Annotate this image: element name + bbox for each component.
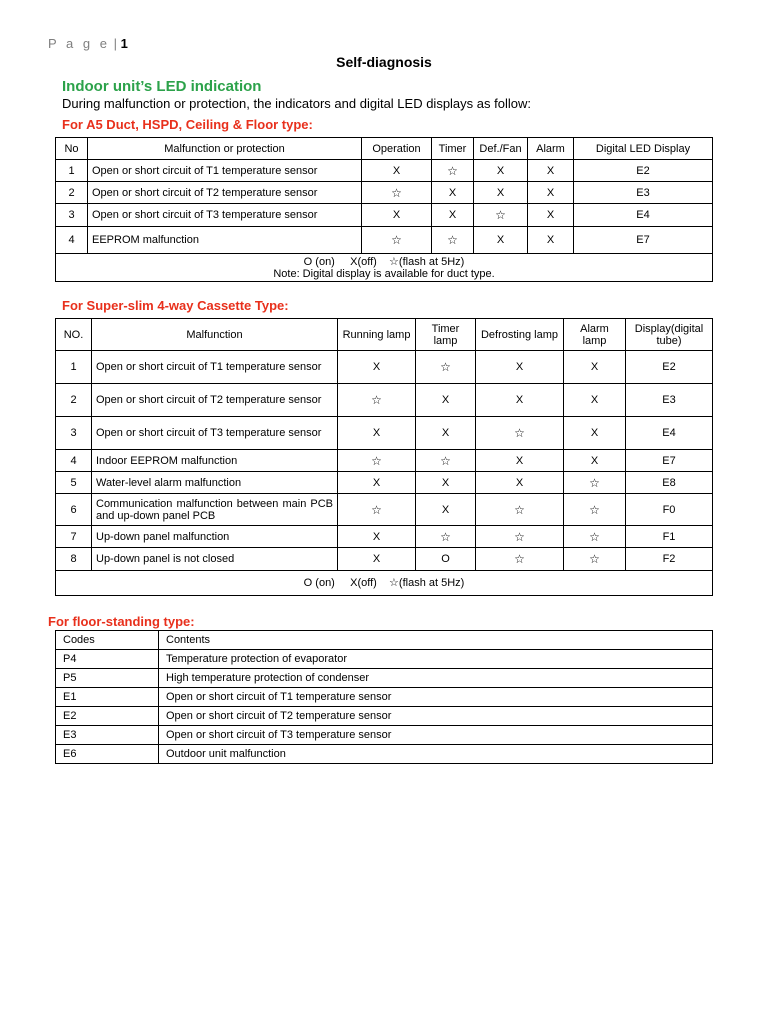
table-cell: X [528, 227, 574, 254]
table-cell: 8 [56, 548, 92, 571]
table-cell: E8 [626, 472, 713, 494]
table-row [56, 650, 713, 669]
table3-subtitle: For floor-standing type: [48, 614, 195, 629]
table-cell: Open or short circuit of T2 temperature sensor [88, 182, 362, 204]
table-cell: E6 [56, 745, 159, 764]
table-cell: ☆ [432, 227, 474, 254]
table-cell: X [564, 351, 626, 384]
column-header: NO. [56, 319, 92, 351]
table-cell: Open or short circuit of T1 temperature sensor [159, 688, 713, 707]
table-cell: X [338, 526, 416, 548]
table-cell: 2 [56, 182, 88, 204]
page-label: P a g e [48, 36, 110, 51]
table-cell: X [338, 548, 416, 571]
table-header-row [56, 319, 713, 351]
table-cell: Water-level alarm malfunction [92, 472, 338, 494]
column-header: Alarm [528, 138, 574, 160]
table-cell: X [564, 450, 626, 472]
table-cell: High temperature protection of condenser [159, 669, 713, 688]
table-cell: X [528, 182, 574, 204]
table-cell: Open or short circuit of T2 temperature sensor [92, 384, 338, 417]
table-row [56, 669, 713, 688]
table-row [56, 472, 713, 494]
table-cell: X [474, 160, 528, 182]
column-header: Contents [159, 631, 713, 650]
table-row [56, 384, 713, 417]
table-cell: X [564, 417, 626, 450]
table-row [56, 688, 713, 707]
column-header: No [56, 138, 88, 160]
page-number [48, 36, 128, 51]
legend-row [56, 571, 713, 596]
table-row [56, 204, 713, 227]
table-cell: F1 [626, 526, 713, 548]
table-cell: X [416, 417, 476, 450]
table-row [56, 494, 713, 526]
table-cell: X [476, 384, 564, 417]
column-header: Alarm lamp [564, 319, 626, 351]
table1-subtitle: For A5 Duct, HSPD, Ceiling & Floor type: [62, 117, 313, 132]
table-cell: E2 [626, 351, 713, 384]
table-cell: ☆ [564, 526, 626, 548]
table-cell: ☆ [416, 450, 476, 472]
table-cell: E1 [56, 688, 159, 707]
table2-subtitle: For Super-slim 4-way Cassette Type: [62, 298, 289, 313]
table-cell: X [476, 351, 564, 384]
table-cell: 3 [56, 204, 88, 227]
table-cell: Open or short circuit of T3 temperature sensor [159, 726, 713, 745]
table-cell: X [416, 472, 476, 494]
table-cell: X [476, 450, 564, 472]
table-cell: Open or short circuit of T1 temperature sensor [92, 351, 338, 384]
note-text: Note: Digital display is available for duct type. [273, 268, 495, 280]
table-cell: E2 [574, 160, 713, 182]
table-cell: E3 [626, 384, 713, 417]
table-cell: E3 [56, 726, 159, 745]
column-header: Def./Fan [474, 138, 528, 160]
table-cell: P5 [56, 669, 159, 688]
table-cell: 3 [56, 417, 92, 450]
table-cell: E4 [626, 417, 713, 450]
table-cell: ☆ [416, 526, 476, 548]
table-cell: ☆ [476, 417, 564, 450]
table-row [56, 227, 713, 254]
legend-text: O (on) X(off) ☆(flash at 5Hz) [303, 577, 465, 589]
column-header: Defrosting lamp [476, 319, 564, 351]
table-cell: 1 [56, 160, 88, 182]
table-cell: ☆ [564, 472, 626, 494]
table-header-row [56, 138, 713, 160]
table-cell: O [416, 548, 476, 571]
table-cell: X [362, 160, 432, 182]
table-cell: X [474, 227, 528, 254]
table-cell: X [416, 494, 476, 526]
table-cell: 7 [56, 526, 92, 548]
table-cell: X [432, 182, 474, 204]
cassette-led-table [55, 318, 713, 596]
table-cell: X [528, 160, 574, 182]
table-cell: 2 [56, 384, 92, 417]
column-header: Digital LED Display [574, 138, 713, 160]
table-cell: E4 [574, 204, 713, 227]
table-cell: 4 [56, 227, 88, 254]
table-cell: ☆ [476, 526, 564, 548]
legend-text: O (on) X(off) ☆(flash at 5Hz) [303, 256, 465, 268]
table-cell: X [432, 204, 474, 227]
page-separator: | [113, 36, 117, 51]
table-row [56, 351, 713, 384]
column-header: Operation [362, 138, 432, 160]
table-cell: 1 [56, 351, 92, 384]
table-cell: P4 [56, 650, 159, 669]
table-row [56, 707, 713, 726]
table-cell: ☆ [338, 494, 416, 526]
table-row [56, 548, 713, 571]
table-cell: X [338, 417, 416, 450]
table-cell: ☆ [432, 160, 474, 182]
table-cell: Open or short circuit of T1 temperature sensor [88, 160, 362, 182]
table-cell: Open or short circuit of T3 temperature sensor [88, 204, 362, 227]
table-cell: EEPROM malfunction [88, 227, 362, 254]
column-header: Running lamp [338, 319, 416, 351]
table-row [56, 417, 713, 450]
table-row [56, 526, 713, 548]
section-title: Indoor unit’s LED indication [62, 78, 262, 95]
table-row [56, 182, 713, 204]
table-cell: E7 [626, 450, 713, 472]
table-row [56, 450, 713, 472]
table-header-row [56, 631, 713, 650]
table-cell: X [564, 384, 626, 417]
table-cell: X [362, 204, 432, 227]
table-cell: Indoor EEPROM malfunction [92, 450, 338, 472]
table-cell: X [476, 472, 564, 494]
table-cell: ☆ [338, 450, 416, 472]
table-cell: ☆ [362, 227, 432, 254]
document-title: Self-diagnosis [336, 54, 432, 70]
table-cell: ☆ [338, 384, 416, 417]
table-cell: ☆ [564, 548, 626, 571]
table-cell: 5 [56, 472, 92, 494]
table-row [56, 745, 713, 764]
table-cell: ☆ [416, 351, 476, 384]
table-cell: F2 [626, 548, 713, 571]
column-header: Malfunction or protection [88, 138, 362, 160]
table-cell: X [338, 472, 416, 494]
table-cell: X [416, 384, 476, 417]
table-cell: 6 [56, 494, 92, 526]
table-row [56, 160, 713, 182]
page-number-value: 1 [120, 36, 128, 51]
table-cell: Outdoor unit malfunction [159, 745, 713, 764]
table-cell: E7 [574, 227, 713, 254]
table-cell: 4 [56, 450, 92, 472]
table-cell: X [338, 351, 416, 384]
duct-led-table [55, 137, 713, 282]
table-cell: E2 [56, 707, 159, 726]
table-cell: E3 [574, 182, 713, 204]
table-cell: Communication malfunction between main PCB and up-down panel PCB [92, 494, 338, 526]
column-header: Malfunction [92, 319, 338, 351]
floor-standing-codes-table [55, 630, 713, 764]
table-cell: ☆ [362, 182, 432, 204]
table-cell: Temperature protection of evaporator [159, 650, 713, 669]
table-cell: Open or short circuit of T2 temperature sensor [159, 707, 713, 726]
column-header: Codes [56, 631, 159, 650]
column-header: Display(digital tube) [626, 319, 713, 351]
table-cell: ☆ [476, 494, 564, 526]
table-cell: ☆ [474, 204, 528, 227]
legend-row [56, 254, 713, 282]
intro-text: During malfunction or protection, the indicators and digital LED displays as follow: [62, 96, 531, 111]
table-cell: ☆ [476, 548, 564, 571]
column-header: Timer lamp [416, 319, 476, 351]
column-header: Timer [432, 138, 474, 160]
table-cell: X [528, 204, 574, 227]
table-cell: X [474, 182, 528, 204]
table-cell: F0 [626, 494, 713, 526]
table-cell: Up-down panel is not closed [92, 548, 338, 571]
table-row [56, 726, 713, 745]
table-cell: ☆ [564, 494, 626, 526]
table-cell: Open or short circuit of T3 temperature sensor [92, 417, 338, 450]
table-cell: Up-down panel malfunction [92, 526, 338, 548]
